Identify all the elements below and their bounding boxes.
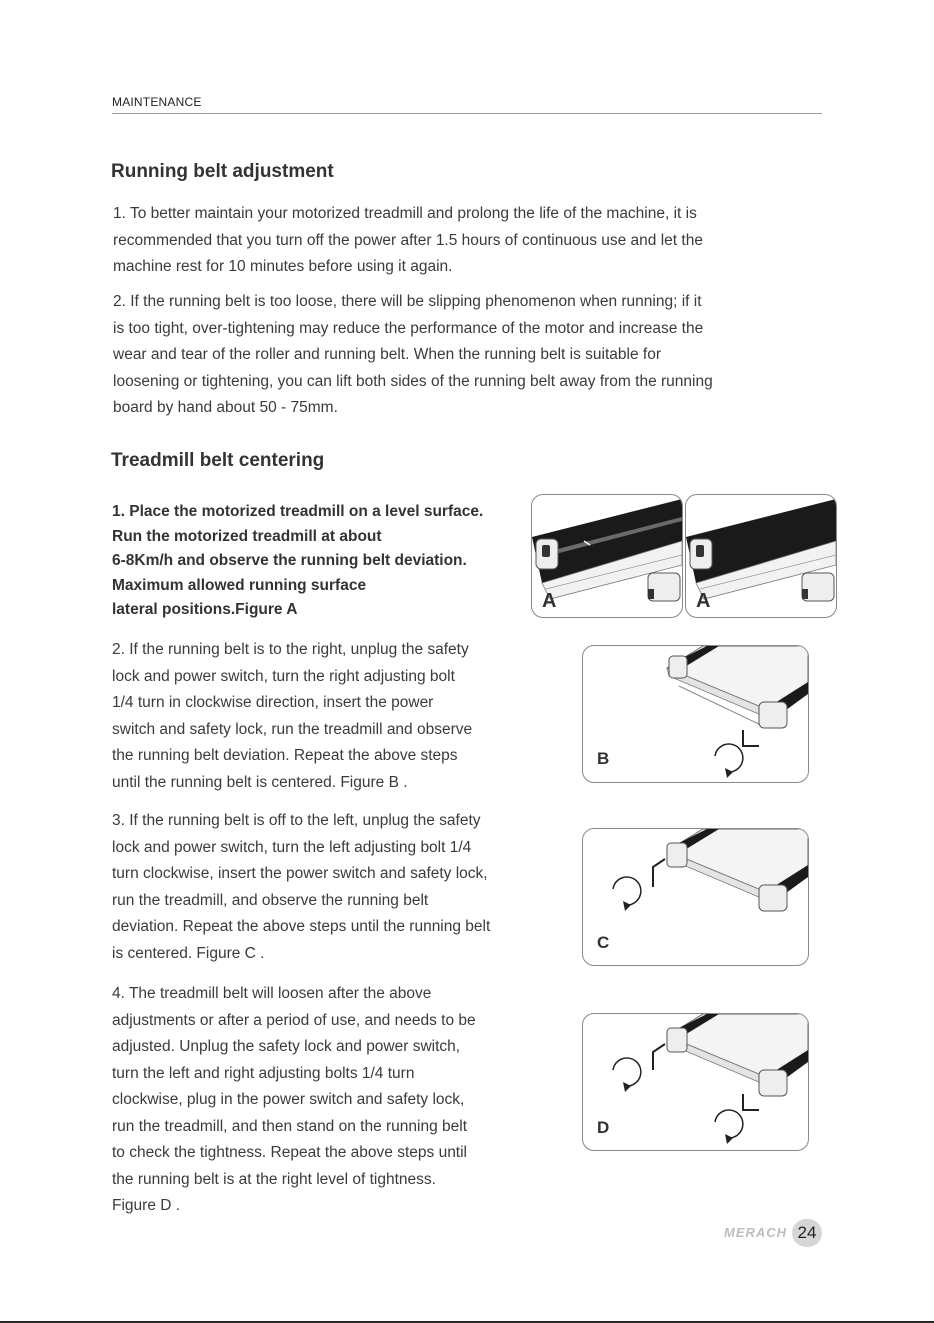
text-line: lock and power switch, turn the left adjusting bolt 1/4 xyxy=(112,838,472,856)
figure-c xyxy=(582,828,809,966)
text-line: run the treadmill, and observe the running belt xyxy=(112,891,429,909)
text-line: 1/4 turn in clockwise direction, insert the power xyxy=(112,694,434,711)
text-line: lateral positions.Figure A xyxy=(112,601,298,618)
right-bolt-adjustment-illustration xyxy=(583,646,808,782)
figure-b xyxy=(582,645,809,783)
centering-step-2 xyxy=(112,637,472,796)
text-line: board by hand about 50 - 75mm. xyxy=(113,399,338,416)
clockwise-arrow-icon xyxy=(715,1110,743,1138)
text-line: turn the left and right adjusting bolts 1/4 turn xyxy=(112,1064,415,1082)
text-line: deviation. Repeat the above steps until the running belt xyxy=(112,918,491,935)
text-line: lock and power switch, turn the right adjusting bolt xyxy=(112,667,455,685)
text-line: machine rest for 10 minutes before using it again. xyxy=(113,258,453,275)
text-line: the running belt is at the right level of tightness. xyxy=(112,1170,436,1188)
figure-label: D xyxy=(597,1118,610,1137)
text-line: until the running belt is centered. Figure B . xyxy=(112,773,408,791)
text-line: the running belt deviation. Repeat the above steps xyxy=(112,747,458,764)
text-line: is too tight, over-tightening may reduce the performance of the motor and increase the xyxy=(113,319,704,337)
text-line: run the treadmill, and then stand on the running belt xyxy=(112,1117,468,1135)
text-line: clockwise, plug in the power switch and safety lock, xyxy=(112,1091,465,1108)
page-number: 24 xyxy=(792,1219,822,1247)
text-line: Maximum allowed running surface xyxy=(112,576,367,594)
adjustment-paragraph-2 xyxy=(113,289,713,422)
text-line: 4. The treadmill belt will loosen after the above xyxy=(112,985,432,1002)
text-line: Run the motorized treadmill at about xyxy=(112,527,382,545)
text-line: adjusted. Unplug the safety lock and power switch, xyxy=(112,1038,461,1055)
brand-logo: MERACH xyxy=(724,1225,788,1240)
clockwise-arrow-icon xyxy=(613,877,641,905)
text-line: Figure D . xyxy=(112,1197,181,1214)
section-header: MAINTENANCE xyxy=(112,95,202,109)
belt-centering-title: Treadmill belt centering xyxy=(111,450,325,471)
running-belt-adjustment-title: Running belt adjustment xyxy=(111,161,334,182)
centering-step-3 xyxy=(112,808,490,967)
text-line: loosening or tightening, you can lift both sides of the running belt away from the running xyxy=(113,372,713,390)
figure-a-left xyxy=(531,494,683,618)
both-bolts-adjustment-illustration xyxy=(583,1014,808,1150)
clockwise-arrow-icon xyxy=(613,1058,641,1086)
text-line: wear and tear of the roller and running belt. When the running belt is suitable for xyxy=(113,346,661,363)
left-bolt-adjustment-illustration xyxy=(583,829,808,965)
figure-label: C xyxy=(597,933,610,952)
text-line: is centered. Figure C . xyxy=(112,944,265,962)
text-line: 2. If the running belt is to the right, unplug the safety xyxy=(112,641,469,658)
text-line: adjustments or after a period of use, and needs to be xyxy=(112,1011,476,1029)
text-line: 1. Place the motorized treadmill on a level surface. xyxy=(112,503,484,520)
figure-label: A xyxy=(696,590,711,612)
text-line: 2. If the running belt is too loose, there will be slipping phenomenon when running; if it xyxy=(113,293,702,310)
text-line: recommended that you turn off the power after 1.5 hours of continuous use and let the xyxy=(113,231,703,249)
figure-d xyxy=(582,1013,809,1151)
figure-a-right xyxy=(685,494,837,618)
header-divider xyxy=(112,113,822,114)
centering-step-4 xyxy=(112,981,476,1220)
text-line: turn clockwise, insert the power switch and safety lock, xyxy=(112,865,488,882)
figure-label: A xyxy=(542,590,557,612)
text-line: to check the tightness. Repeat the above steps until xyxy=(112,1144,468,1161)
figure-label: B xyxy=(597,749,610,768)
text-line: 6-8Km/h and observe the running belt deviation. xyxy=(112,552,467,569)
text-line: 1. To better maintain your motorized treadmill and prolong the life of the machine, it is xyxy=(113,205,697,222)
text-line: 3. If the running belt is off to the left, unplug the safety xyxy=(112,812,481,829)
text-line: switch and safety lock, run the treadmill and observe xyxy=(112,720,473,738)
clockwise-arrow-icon xyxy=(715,744,743,772)
centering-step-1 xyxy=(112,500,483,623)
adjustment-paragraph-1 xyxy=(113,201,703,281)
